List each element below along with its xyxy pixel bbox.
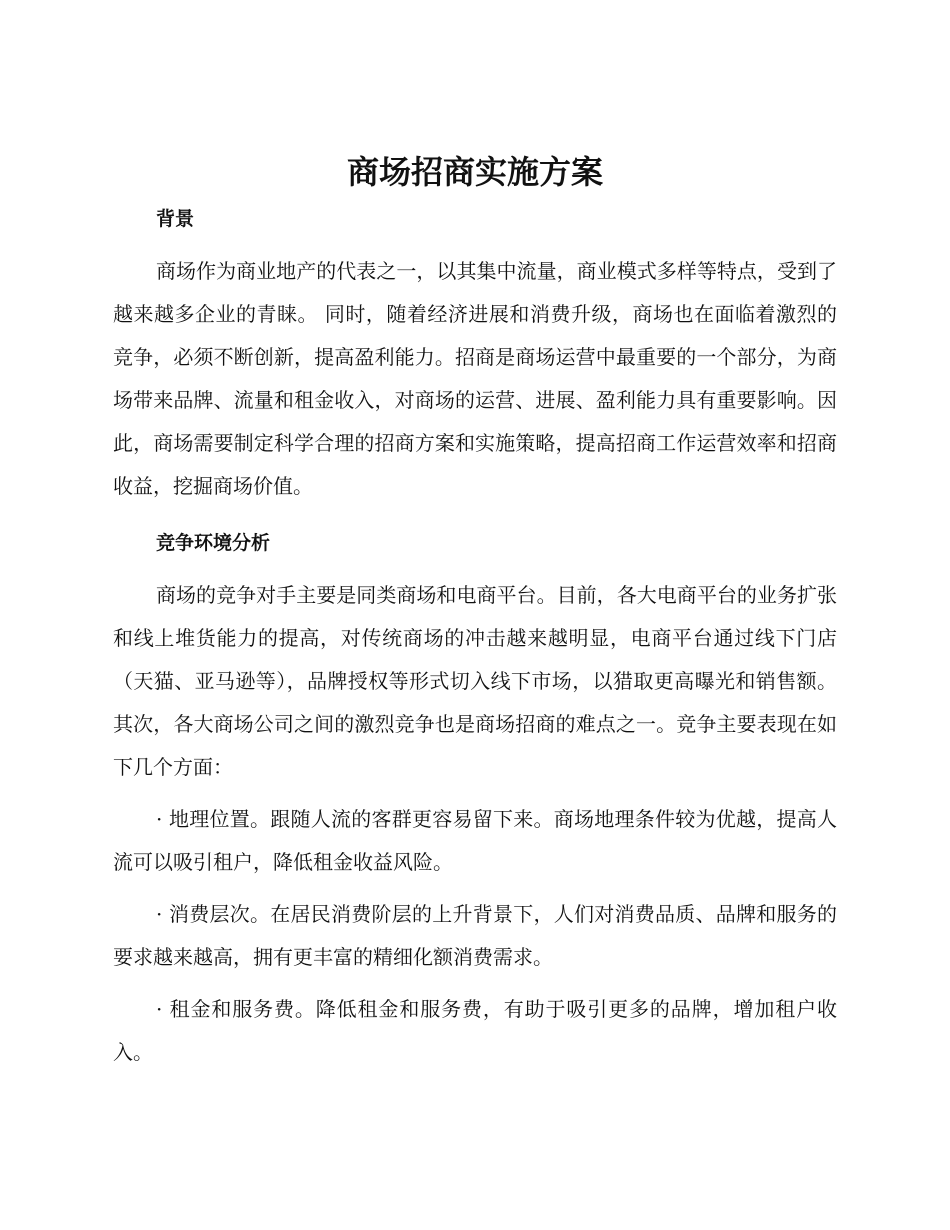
section-heading-competition: 竞争环境分析 <box>156 532 271 554</box>
section-heading-background: 背景 <box>156 208 195 230</box>
paragraph-competition-intro: 商场的竞争对手主要是同类商场和电商平台。目前，各大电商平台的业务扩张和线上堆货能力的提高，对传统商场的冲击越来越明显，电商平台通过线下门店（天猫、亚马逊等），品牌授权等形式切入线下市场，以猎取更高曝光和销售额。其次，各大商场公司之间的激烈竞争也是商场招商的难点之一。竞争主要表现在如下几个方面： <box>113 583 837 779</box>
document-title: 商场招商实施方案 <box>346 153 603 191</box>
section-background <box>113 202 837 508</box>
section-competition <box>113 526 837 1074</box>
bullet-location: · 地理位置。跟随人流的客群更容易留下来。商场地理条件较为优越，提高人流可以吸引租户，降低租金收益风险。 <box>113 807 837 874</box>
paragraph-background: 商场作为商业地产的代表之一，以其集中流量，商业模式多样等特点，受到了越来越多企业的青睐。 同时，随着经济进展和消费升级，商场也在面临着激烈的竞争，必须不断创新，提高盈利能力。招商是商场运营中最重要的一个部分，为商场带来品牌、流量和租金收入，对商场的运营、进展、盈利能力具有重要影响。因此，商场需要制定科学合理的招商方案和实施策略，提高招商工作运营效率和招商收益，挖掘商场价值。 <box>113 259 837 498</box>
bullet-consumption-level: · 消费层次。在居民消费阶层的上升背景下，人们对消费品质、品牌和服务的要求越来越高，拥有更丰富的精细化额消费需求。 <box>113 902 837 969</box>
document-body <box>113 202 837 1083</box>
bullet-rent-service-fee: · 租金和服务费。降低租金和服务费，有助于吸引更多的品牌，增加租户收入。 <box>113 997 837 1064</box>
